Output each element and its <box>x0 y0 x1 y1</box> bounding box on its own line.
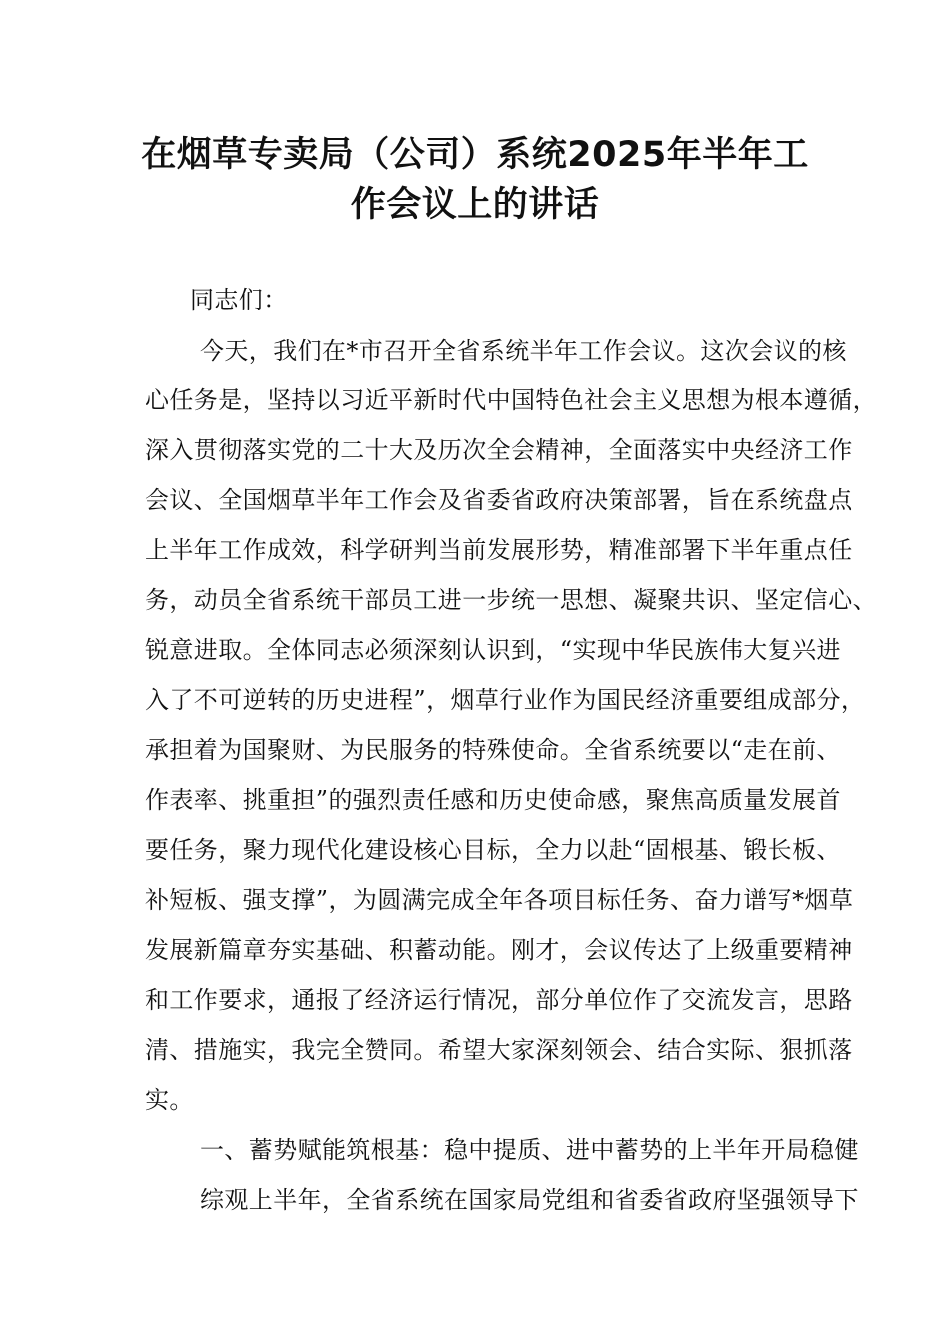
paragraph-line: 务，动员全省系统干部员工进一步统一思想、凝聚共识、坚定信心、 <box>145 586 877 614</box>
paragraph-line: 深入贯彻落实党的二十大及历次全会精神，全面落实中央经济工作 <box>145 436 853 464</box>
paragraph-line: 补短板、强支撑”，为圆满完成全年各项目标任务、奋力谱写*烟草 <box>145 886 854 914</box>
paragraph-line: 入了不可逆转的历史进程”，烟草行业作为国民经济重要组成部分， <box>145 686 866 714</box>
paragraph-line: 要任务，聚力现代化建设核心目标，全力以赴“固根基、锻长板、 <box>145 836 841 864</box>
paragraph-line: 清、措施实，我完全赞同。希望大家深刻领会、结合实际、狠抓落 <box>145 1036 853 1064</box>
paragraph-line: 承担着为国聚财、为民服务的特殊使命。全省系统要以“走在前、 <box>145 736 841 764</box>
document-title-line-2: 作会议上的讲话 <box>350 185 600 225</box>
paragraph-line: 锐意进取。全体同志必须深刻认识到，“实现中华民族伟大复兴进 <box>145 636 841 664</box>
paragraph-line: 和工作要求，通报了经济运行情况，部分单位作了交流发言，思路 <box>145 986 853 1014</box>
paragraph-line: 今天，我们在*市召开全省系统半年工作会议。这次会议的核 <box>200 337 847 365</box>
paragraph-line: 会议、全国烟草半年工作会及省委省政府决策部署，旨在系统盘点 <box>145 486 853 514</box>
paragraph-line: 作表率、挑重担”的强烈责任感和历史使命感，聚焦高质量发展首 <box>145 786 841 814</box>
paragraph-line: 上半年工作成效，科学研判当前发展形势，精准部署下半年重点任 <box>145 536 853 564</box>
paragraph-line: 实。 <box>145 1086 194 1114</box>
paragraph-line: 综观上半年，全省系统在国家局党组和省委省政府坚强领导下 <box>200 1186 859 1214</box>
paragraph-line: 发展新篇章夯实基础、积蓄动能。刚才，会议传达了上级重要精神 <box>145 936 853 964</box>
section-heading: 一、蓄势赋能筑根基：稳中提质、进中蓄势的上半年开局稳健 <box>200 1136 859 1164</box>
salutation: 同志们： <box>190 286 288 314</box>
document-title-line-1: 在烟草专卖局（公司）系统2025年半年工 <box>141 135 809 175</box>
paragraph-line: 心任务是，坚持以习近平新时代中国特色社会主义思想为根本遵循， <box>145 386 877 414</box>
